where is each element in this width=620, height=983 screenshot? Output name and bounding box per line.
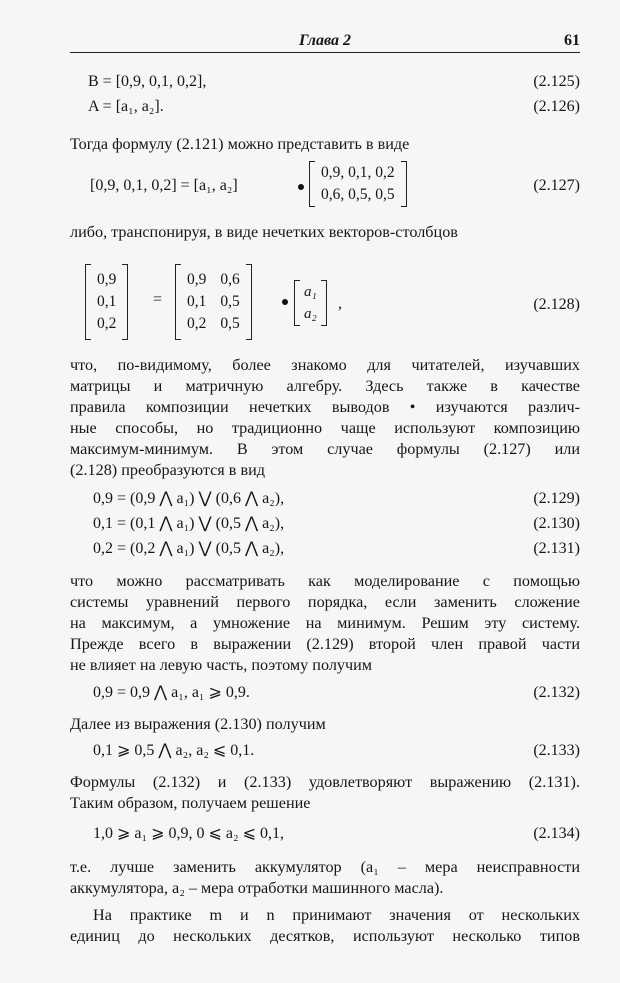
equation-number-2-127: (2.127) — [533, 177, 580, 194]
equation-number-2-132: (2.132) — [533, 684, 580, 701]
paragraph-line: что, по-видимому, более знакомо для читателей, изучавших — [70, 356, 580, 374]
paragraph-line: На практике m и n принимают значения от нескольких — [93, 906, 580, 924]
matrix-2-128 — [175, 262, 252, 342]
matrix-cell: 0,5 — [220, 293, 240, 310]
matrix-row: 0,9, 0,1, 0,2 — [321, 164, 395, 181]
equation-2-125: B = [0,9, 0,1, 0,2], — [88, 73, 207, 90]
equals-sign: = — [153, 291, 163, 308]
equation-2-134: 1,0 ⩾ a₁ ⩾ 0,9, 0 ⩽ a₂ ⩽ 0,1, — [93, 825, 284, 842]
equation-number-2-134: (2.134) — [533, 825, 580, 842]
matrix-cell: 0,2 — [187, 315, 207, 332]
vector-cell: 0,2 — [97, 315, 117, 332]
matrix-cell: 0,6 — [220, 271, 240, 288]
paragraph-line: что можно рассматривать как моделирование с помощью — [70, 572, 580, 590]
paragraph-line: на максимум, а умножение на минимум. Решим эту систему. — [70, 614, 580, 632]
matrix-row: 0,6, 0,5, 0,5 — [321, 186, 395, 203]
page-header — [70, 30, 580, 53]
equation-2-127-left: [0,9, 0,1, 0,2] = [a₁, a₂] — [90, 177, 238, 194]
equation-number-2-129: (2.129) — [533, 490, 580, 507]
equation-number-2-125: (2.125) — [533, 73, 580, 90]
equation-number-2-128: (2.128) — [533, 296, 580, 313]
paragraph-line: Далее из выражения (2.130) получим — [70, 715, 326, 733]
equation-2-133: 0,1 ⩾ 0,5 ⋀ a₂, a₂ ⩽ 0,1. — [93, 742, 255, 759]
chapter-title: Глава 2 — [298, 32, 352, 49]
equation-number-2-126: (2.126) — [533, 98, 580, 115]
paragraph-line: максимум-минимум. В этом случае формулы (2.127) или — [70, 440, 580, 458]
matrix-2-127 — [309, 161, 407, 207]
page-number: 61 — [564, 32, 580, 49]
paragraph-line: Прежде всего в выражении (2.129) второй член правой части — [70, 635, 580, 653]
vector-cell: a₂ — [304, 306, 317, 322]
equation-comma: , — [338, 295, 342, 312]
matrix-cell: 0,5 — [220, 315, 240, 332]
equation-2-132: 0,9 = 0,9 ⋀ a₁, a₁ ⩾ 0,9. — [93, 684, 250, 701]
paragraph-line: Формулы (2.132) и (2.133) удовлетворяют выражению (2.131). — [70, 773, 580, 791]
vector-2-128 — [85, 262, 128, 342]
equation-number-2-130: (2.130) — [533, 515, 580, 532]
paragraph-line: не влияет на левую часть, поэтому получим — [70, 656, 373, 674]
paragraph-line: (2.128) преобразуются в вид — [70, 461, 266, 479]
paragraph-line: системы уравнений первого порядка, если заменить сложение — [70, 593, 580, 611]
paragraph-line: аккумулятора, a₂ – мера отработки машинного масла). — [70, 879, 444, 897]
matrix-cell: 0,9 — [187, 271, 207, 288]
equation-2-130: 0,1 = (0,1 ⋀ a₁) ⋁ (0,5 ⋀ a₂), — [93, 515, 285, 532]
composition-dot — [282, 299, 288, 305]
vector-cell: a₁ — [304, 284, 317, 300]
vector-cell: 0,9 — [97, 271, 117, 288]
paragraph-line: Тогда формулу (2.121) можно представить в виде — [70, 135, 410, 153]
paragraph-line: т.е. лучше заменить аккумулятор (a₁ – мера неисправности — [70, 858, 580, 876]
paragraph-line: единиц до нескольких десятков, используют несколько типов — [70, 927, 580, 945]
vector-a-2-128 — [294, 280, 327, 326]
paragraph-line: Таким образом, получаем решение — [70, 794, 311, 812]
paragraph-line: матрицы и матричную алгебру. Здесь также в качестве — [70, 377, 580, 395]
equation-number-2-133: (2.133) — [533, 742, 580, 759]
composition-dot — [298, 184, 304, 190]
paragraph-line: либо, транспонируя, в виде нечетких векторов-столбцов — [70, 223, 458, 241]
vector-cell: 0,1 — [97, 293, 117, 310]
matrix-cell: 0,1 — [187, 293, 207, 310]
paragraph-line: правила композиции нечетких выводов • изучаются различ- — [70, 398, 580, 416]
equation-number-2-131: (2.131) — [533, 540, 580, 557]
paragraph-line: ные способы, но традиционно чаще используют композицию — [70, 419, 580, 437]
equation-2-126: A = [a₁, a₂]. — [88, 98, 164, 115]
equation-2-129: 0,9 = (0,9 ⋀ a₁) ⋁ (0,6 ⋀ a₂), — [93, 490, 285, 507]
equation-2-131: 0,2 = (0,2 ⋀ a₁) ⋁ (0,5 ⋀ a₂), — [93, 540, 285, 557]
